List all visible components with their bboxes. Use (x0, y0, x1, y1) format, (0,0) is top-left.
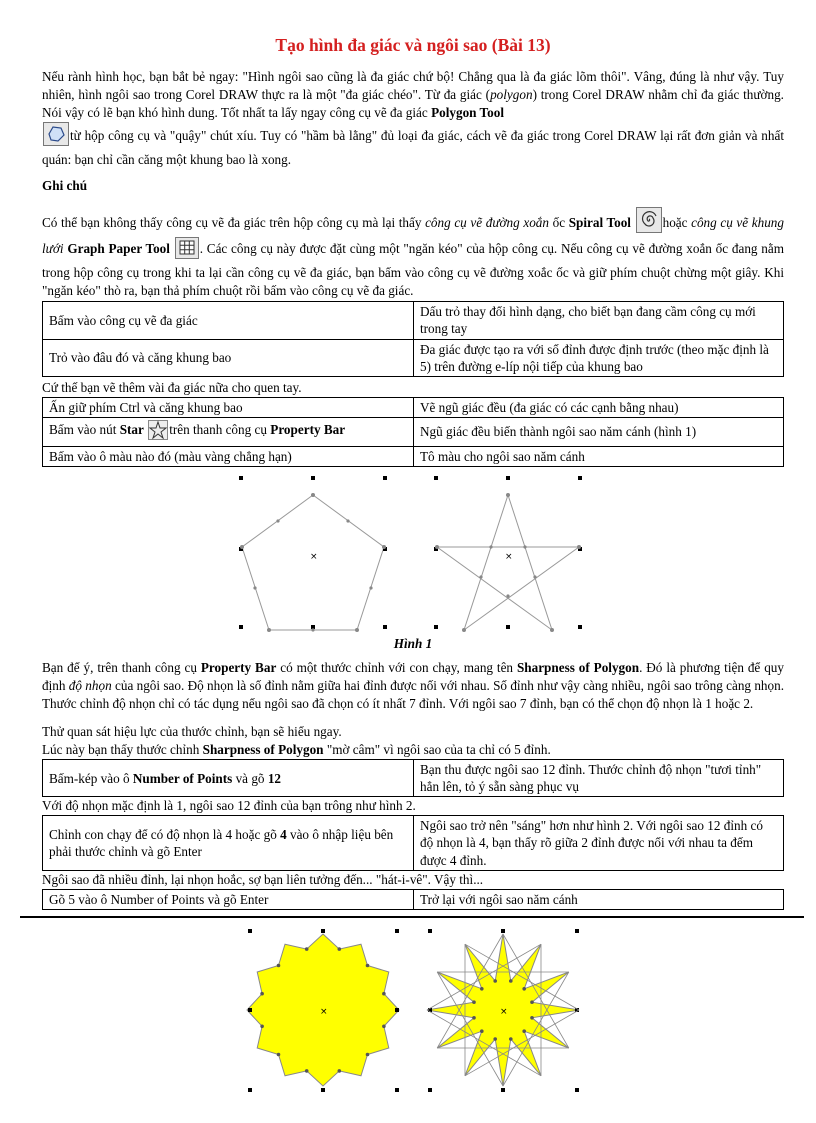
star-node (277, 963, 281, 967)
selection-handle (428, 1088, 432, 1092)
table-cell: Trở lại với ngôi sao năm cánh (414, 889, 784, 909)
property-bar-term: Property Bar (200, 660, 277, 676)
sharpness-italic: độ nhọn (68, 678, 112, 694)
svg-text:×: × (310, 552, 318, 563)
pentagon-figure (239, 476, 387, 632)
star-node (305, 947, 309, 951)
steps-table-4 (42, 815, 784, 870)
selection-handle (428, 929, 432, 933)
star-node (472, 1000, 476, 1004)
star-node (366, 1052, 370, 1056)
selection-handle (321, 1088, 325, 1092)
table-cell: Bạn thu được ngôi sao 12 đỉnh. Thước chỉnh độ nhọn "tươi tỉnh" hẳn lên, tỏ ý sẵn sàng phục vụ (414, 759, 784, 796)
selection-handle (248, 929, 252, 933)
body-line (42, 741, 784, 759)
selection-handle (575, 929, 579, 933)
spiral-tool-label: Spiral Tool (568, 214, 631, 230)
twelve-point-star-sharpness-4 (427, 929, 579, 1092)
para-text: . Đó là phương tiện để quy định (42, 660, 784, 694)
body-line: Cứ thế bạn vẽ thêm vài đa giác nữa cho quen tay. (42, 379, 302, 395)
line-text: Lúc này bạn thấy thước chỉnh (42, 741, 203, 757)
center-mark: × (320, 1006, 328, 1017)
number-of-points-term: Number of Points (132, 770, 233, 786)
star-node (366, 963, 370, 967)
table-cell: Bấm vào công cụ vẽ đa giác (43, 302, 414, 339)
note-text-5: . Các công cụ này được đặt cùng một "ngăn kéo" của hộp công cụ. Nếu công cụ vẽ đường xoắn ốc đang nằm trong hộp công cụ trong khi ta lại cần công cụ vẽ đa giác, bạn bấm vào công cụ vẽ đường xoắc ốc và giữ phím chuột chừng một giây. Khi "ngăn kéo" thò ra, bạn thả phím chuột rồi bấm vào công cụ vẽ đa giác. (42, 241, 784, 299)
table-row (43, 418, 784, 447)
value-12: 12 (267, 770, 281, 786)
table-cell: Dấu trỏ thay đổi hình dạng, cho biết bạn đang cầm công cụ mới trong tay (414, 302, 784, 339)
body-line: Ngôi sao đã nhiều đỉnh, lại nhọn hoắc, sợ bạn liên tưởng đến... "hát-i-vê". Vậy thì... (42, 871, 484, 887)
star-node (480, 1029, 484, 1033)
star-node (277, 1052, 281, 1056)
cell-text: vào ô nhập liệu bên phải thước chỉnh và gõ Enter (49, 826, 394, 859)
body-line: Với độ nhọn mặc định là 1, ngôi sao 12 đỉnh của bạn trông như hình 2. (42, 798, 416, 814)
star-node (260, 1024, 264, 1028)
selection-handle (501, 1088, 505, 1092)
table-cell: Tô màu cho ngôi sao năm cánh (414, 447, 784, 467)
table-row (43, 889, 784, 909)
table-cell: Ấn giữ phím Ctrl và căng khung bao (43, 397, 414, 417)
selection-handle (321, 929, 325, 933)
table-cell: Vẽ ngũ giác đều (đa giác có các cạnh bằng nhau) (414, 397, 784, 417)
star-node (305, 1069, 309, 1073)
table-row (43, 816, 784, 870)
star-node (509, 1037, 513, 1041)
selection-handle (395, 1008, 399, 1012)
sharpness-term: Sharpness of Polygon (202, 741, 324, 757)
star-node (382, 1024, 386, 1028)
property-bar-label: Property Bar (270, 421, 346, 437)
star-node (530, 1000, 534, 1004)
star-node (493, 979, 497, 983)
table-cell (43, 759, 414, 796)
twelve-point-star-sharpness-1 (247, 929, 399, 1092)
cell-text: trên thanh công cụ (169, 421, 271, 437)
note-heading: Ghi chú (42, 177, 88, 193)
table-row (43, 397, 784, 417)
center-mark: × (500, 1006, 508, 1017)
star-node (530, 1016, 534, 1020)
value-4: 4 (280, 826, 287, 842)
spiral-tool-icon (636, 207, 662, 238)
figure-1-pentagon-star (238, 475, 588, 635)
document-page (42, 0, 784, 1098)
star-node (382, 992, 386, 996)
selection-handle (395, 929, 399, 933)
body-line: Thử quan sát hiệu lực của thước chỉnh, bạn sẽ hiểu ngay. (42, 724, 342, 740)
sharpness-paragraph (42, 659, 784, 713)
steps-table-3 (42, 759, 784, 797)
table-cell: Bấm vào ô màu nào đó (màu vàng chẳng hạn) (43, 447, 414, 467)
table-cell (43, 418, 414, 447)
star-button-label: Star (119, 421, 144, 437)
selection-handle (248, 1088, 252, 1092)
graph-paper-tool-icon (175, 237, 199, 264)
svg-text:×: × (505, 552, 513, 563)
star-node (522, 987, 526, 991)
star-node (493, 1037, 497, 1041)
table-cell: Ngũ giác đều biến thành ngôi sao năm cánh (hình 1) (414, 418, 784, 447)
note-text-3: hoặc (662, 214, 692, 230)
note-text-2: ốc (549, 214, 569, 230)
graph-term: công cụ vẽ khung lưới (42, 214, 784, 257)
star-node (509, 979, 513, 983)
selection-handle (248, 1008, 252, 1012)
intro-text-1: Nếu rành hình học, bạn bắt bẻ ngay: "Hình ngôi sao cũng là đa giác chứ bộ! Chẳng qua là đa giác lõm thôi". Vâng, đúng là như vậy. Tuy nhiên, hình ngôi sao trong Corel DRAW thực ra là một "đa giác chéo". Từ đa giác ( (42, 68, 784, 102)
cell-text: Bấm-kép vào ô (49, 770, 133, 786)
star-node (480, 987, 484, 991)
star-node (522, 1029, 526, 1033)
table-cell: Gõ 5 vào ô Number of Points và gõ Enter (43, 889, 414, 909)
figure-2-twelve-point-stars (245, 926, 581, 1098)
selection-handle (575, 1088, 579, 1092)
steps-table-2 (42, 397, 784, 467)
figure-1-caption: Hình 1 (393, 636, 433, 652)
graph-paper-tool-label: Graph Paper Tool (67, 241, 170, 257)
star-node (338, 947, 342, 951)
table-cell: Trỏ vào đâu đó và căng khung bao (43, 339, 414, 376)
star-figure (434, 476, 582, 632)
selection-handle (501, 929, 505, 933)
star-icon (148, 420, 168, 444)
note-paragraph (42, 207, 784, 301)
table-cell: Ngôi sao trở nên "sáng" hơn như hình 2. Với ngôi sao 12 đỉnh có độ nhọn là 4, bạn thấy rõ giữa 2 đỉnh được nối với nhau ta đếm được 4 đỉnh. (414, 816, 784, 870)
table-cell: Đa giác được tạo ra với số đỉnh được định trước (theo mặc định là 5) trên đường e-líp nội tiếp của khung bao (414, 339, 784, 376)
para-text: của ngôi sao. Độ nhọn là số đỉnh nằm giữa hai đỉnh được nối với nhau. Số đỉnh như vậy càng nhiều, ngôi sao trông càng nhọn. Thước chỉnh độ nhọn chỉ có tác dụng nếu ngôi sao đã chọn có ít nhất 7 đỉnh. Với ngôi sao 7 đỉnh, bạn có thể chọn độ nhọn là 1 hoặc 2. (42, 678, 784, 712)
intro-paragraph (42, 68, 784, 169)
steps-table-5 (42, 889, 784, 910)
intro-text-2: ) trong Corel DRAW nhằm chỉ đa giác thường. Nói vậy có lẽ bạn khó hình dung. Tốt nhất ta lấy ngay công cụ vẽ đa giác (42, 86, 784, 120)
star-node (260, 992, 264, 996)
table-row (43, 759, 784, 796)
cell-text: Bấm vào nút (49, 421, 120, 437)
note-text-1: Có thể bạn không thấy công cụ vẽ đa giác trên hộp công cụ mà lại thấy (42, 214, 426, 230)
cell-text: Chỉnh con chạy để có độ nhọn là 4 hoặc gõ (49, 826, 281, 842)
table-row (43, 302, 784, 339)
star-node (472, 1016, 476, 1020)
para-text: có một thước chỉnh với con chạy, mang tên (276, 660, 517, 676)
cell-text: và gõ (232, 770, 268, 786)
spiral-term: công cụ vẽ đường xoắn (425, 214, 549, 230)
table-row (43, 447, 784, 467)
table-cell (43, 816, 414, 870)
polygon-tool-icon (43, 122, 69, 151)
selection-handle (395, 1088, 399, 1092)
polygon-term: polygon (490, 86, 533, 102)
polygon-tool-label: Polygon Tool (431, 104, 504, 120)
page-title: Tạo hình đa giác và ngôi sao (Bài 13) (275, 35, 551, 55)
para-text: Bạn để ý, trên thanh công cụ (42, 660, 201, 676)
intro-text-3: từ hộp công cụ và "quậy" chút xíu. Tuy có "hầm bà lằng" đủ loại đa giác, cách vẽ đa giác trong Corel DRAW lại rất đơn giản và nhất quán: bạn chỉ cần căng một khung bao là xong. (42, 127, 784, 167)
line-text: "mờ câm" vì ngôi sao của ta chỉ có 5 đỉnh. (323, 741, 551, 757)
sharpness-term: Sharpness of Polygon (516, 660, 640, 676)
steps-table-1 (42, 301, 784, 377)
table-row (43, 339, 784, 376)
divider (20, 916, 804, 918)
star-node (338, 1069, 342, 1073)
